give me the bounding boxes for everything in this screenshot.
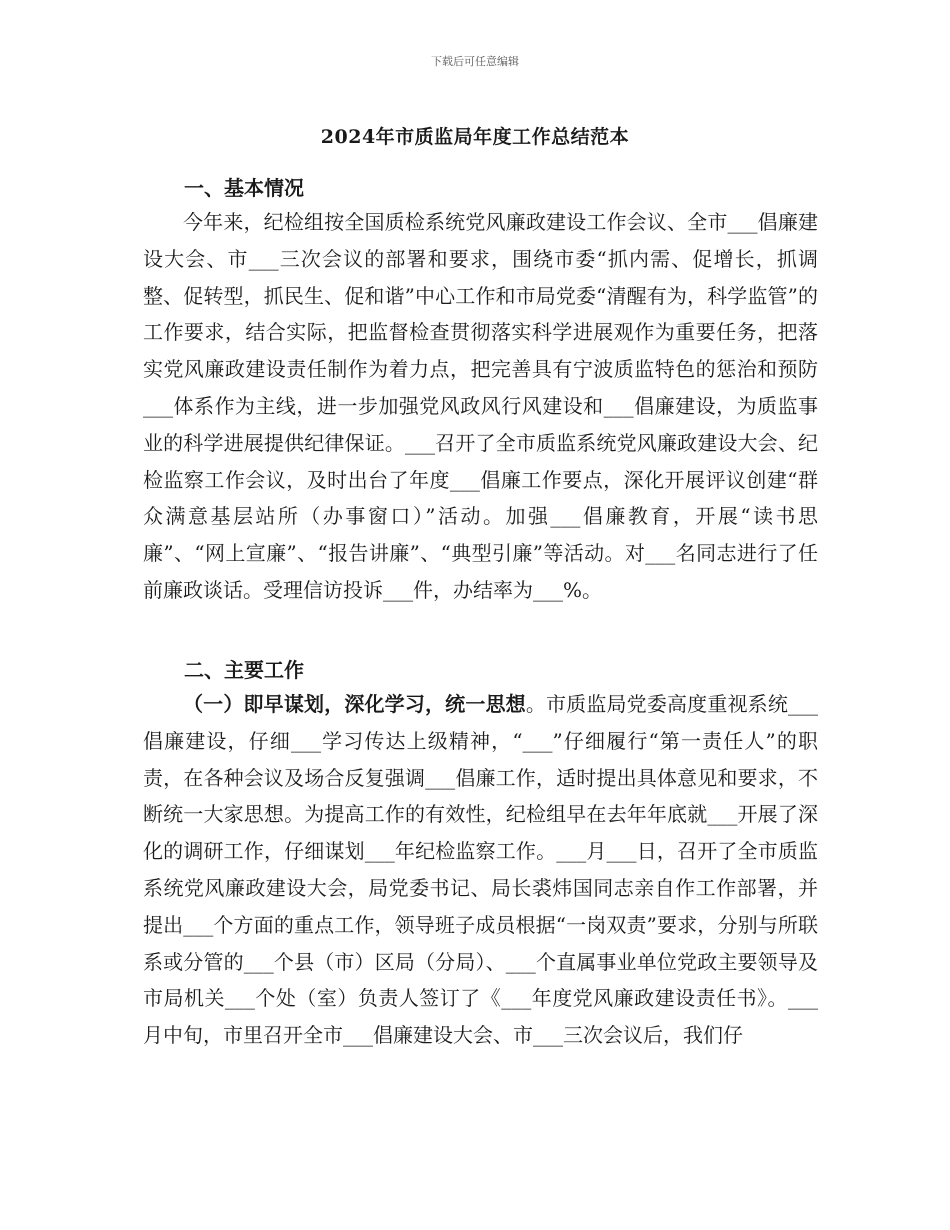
section-heading-main-work: 二、主要工作 [184,658,304,682]
subsection-lead: （一）即早谋划，深化学习，统一思想 [183,692,526,716]
section-paragraph-main-work [143,686,818,1054]
subsection-body: 。市质监局党委高度重视系统___倡廉建设，仔细___学习传达上级精神，“___”仔细履行“第一责任人”的职责，在各种会议及场合反复强调___倡廉工作，适时提出具体意见和要求，不断统一大家思想。为提高工作的有效性，纪检组早在去年年底就___开展了深化的调研工作，仔细谋划___年纪检监察工作。___月___日，召开了全市质监系统党风廉政建设大会，局党委书记、局长裘炜国同志亲自作工作部署，并提出___个方面的重点工作，领导班子成员根据“一岗双责”要求，分别与所联系或分管的___个县（市）区局（分局）、___个直属事业单位党政主要领导及市局机关___个处（室）负责人签订了《___年度党风廉政建设责任书》。___月中旬，市里召开全市___倡廉建设大会、市___三次会议后，我们仔 [143,692,819,1048]
header-note: 下载后可任意编辑 [431,55,519,68]
document-title: 2024年市质监局年度工作总结范本 [320,126,630,148]
section-paragraph-basic: 今年来，纪检组按全国质检系统党风廉政建设工作会议、全市___倡廉建设大会、市___三次会议的部署和要求，围绕市委“抓内需、促增长，抓调整、促转型，抓民生、促和谐”中心工作和市局党委“清醒有为，科学监管”的工作要求，结合实际，把监督检查贯彻落实科学进展观作为重要任务，把落实党风廉政建设责任制作为着力点，把完善具有宁波质监特色的惩治和预防___体系作为主线，进一步加强党风政风行风建设和___倡廉建设，为质监事业的科学进展提供纪律保证。___召开了全市质监系统党风廉政建设大会、纪检监察工作会议，及时出台了年度___倡廉工作要点，深化开展评议创建“群众满意基层站所（办事窗口）”活动。加强___倡廉教育，开展“读书思廉”、“网上宣廉”、“报告讲廉”、“典型引廉”等活动。对___名同志进行了任前廉政谈话。受理信访投诉___件，办结率为___%。 [143,210,818,602]
section-heading-basic: 一、基本情况 [184,176,304,200]
